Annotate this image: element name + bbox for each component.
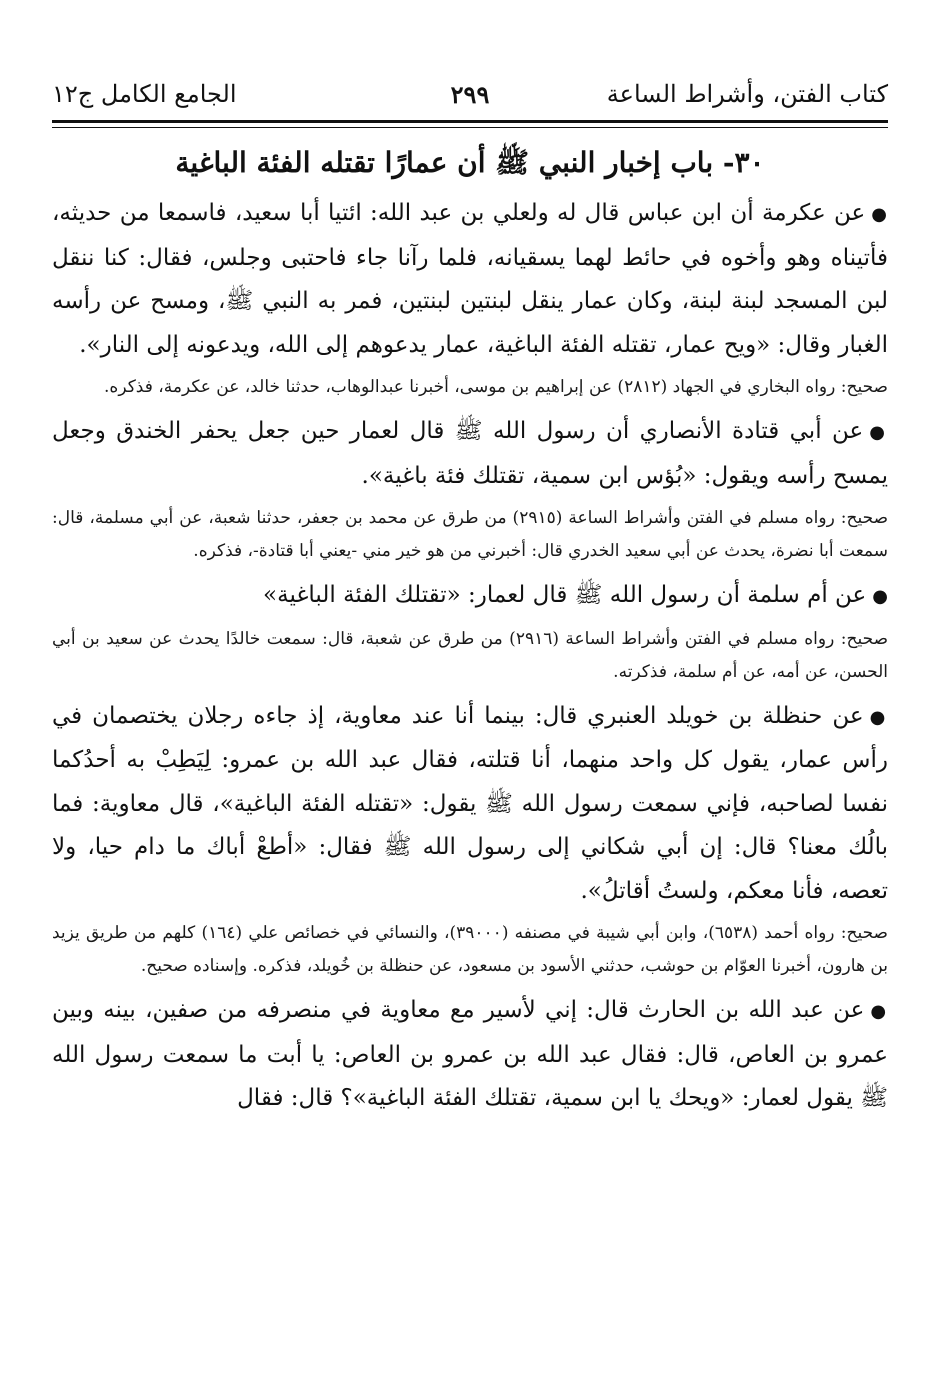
hadith-text-3 <box>52 574 888 619</box>
hadith-body: عن حنظلة بن خويلد العنبري قال: بينما أنا عند معاوية، إذ جاءه رجلان يختصمان في رأس عمار، يقول كل واحد منهما، أنا قتلته، فقال عبد الله بن عمرو: لِيَطِبْ به أحدُكما نفسا لصاحبه، فإني سمعت رسول الله ﷺ يقول: «تقتله الفئة الباغية»، قال معاوية: فما بالُك معنا؟ قال: إن أبي شكاني إلى رسول الله ﷺ فقال: «أطعْ أباك ما دام حيا، ولا تعصه، فأنا معكم، ولستُ أقاتلُ». <box>52 702 889 904</box>
takhrij-1: صحيح: رواه البخاري في الجهاد (٢٨١٢) عن إبراهيم بن موسى، أخبرنا عبدالوهاب، حدثنا خالد، عن عكرمة، فذكره. <box>104 377 888 397</box>
hadith-text-2 <box>52 410 888 498</box>
page-number: ٢٩٩ <box>450 80 490 109</box>
chapter-title: ٣٠- باب إخبار النبي ﷺ أن عمارًا تقتله الفئة الباغية <box>175 146 765 179</box>
bullet-icon: ● <box>869 422 888 443</box>
header-section-title: كتاب الفتن، وأشراط الساعة <box>606 80 888 108</box>
bullet-icon: ● <box>870 1001 888 1022</box>
hadith-body: عن عكرمة أن ابن عباس قال له ولعلي بن عبد الله: ائتيا أبا سعيد، فاسمعا من حديثه، فأتيناه وهو وأخوه في حائط لهما يسقيانه، فلما رآنا جاء فاحتبى وجلس، فقال: كنا ننقل لبن المسجد لبنة لبنة، وكان عمار ينقل لبنتين لبنتين، فمر به النبي ﷺ، ومسح عن رأسه الغبار وقال: «ويح عمار، تقتله الفئة الباغية، عمار يدعوهم إلى الله، ويدعونه إلى النار». <box>52 200 888 358</box>
header-rule-thin <box>52 127 888 128</box>
hadith-body: عن أبي قتادة الأنصاري أن رسول الله ﷺ قال لعمار حين جعل يحفر الخندق وجعل يمسح رأسه ويقول: «بُؤس ابن سمية، تقتلك فئة باغية». <box>52 418 888 489</box>
takhrij-4: صحيح: رواه أحمد (٦٥٣٨)، وابن أبي شيبة في مصنفه (٣٩٠٠٠)، والنسائي في خصائص علي (١٦٤) كلهم من طريق يزيد بن هارون، أخبرنا العوّام بن حوشب، حدثني الأسود بن مسعود، عن حنظلة بن خُويلد، فذكره. وإسناده صحيح. <box>52 923 888 976</box>
hadith-text-4 <box>52 695 888 914</box>
header-book-title: الجامع الكامل ج١٢ <box>52 80 237 108</box>
hadith-text-1 <box>52 192 888 367</box>
running-header <box>52 70 888 118</box>
hadith-text-5 <box>52 989 888 1121</box>
header-rule-thick <box>52 120 888 123</box>
bullet-icon: ● <box>872 586 888 607</box>
takhrij-2: صحيح: رواه مسلم في الفتن وأشراط الساعة (٢٩١٥) من طرق عن محمد بن جعفر، حدثنا شعبة، عن أبي مسلمة، قال: سمعت أبا نضرة، يحدث عن أبي سعيد الخدري قال: أخبرني من هو خير مني -يعني أبا قتادة-، فذكره. <box>52 508 888 561</box>
page-content <box>52 138 888 1121</box>
takhrij-3: صحيح: رواه مسلم في الفتن وأشراط الساعة (٢٩١٦) من طرق عن شعبة، قال: سمعت خالدًا يحدث عن سعيد بن أبي الحسن، عن أمه، عن أم سلمة، فذكرته. <box>52 628 888 682</box>
bullet-icon: ● <box>871 204 888 225</box>
hadith-body: عن عبد الله بن الحارث قال: إني لأسير مع معاوية في منصرفه من صفين، بينه وبين عمرو بن العاص، قال: فقال عبد الله بن عمرو بن العاص: يا أبت ما سمعت رسول الله ﷺ يقول لعمار: «ويحك يا ابن سمية، تقتلك الفئة الباغية»؟ قال: فقال <box>52 997 888 1111</box>
hadith-body: عن أم سلمة أن رسول الله ﷺ قال لعمار: «تقتلك الفئة الباغية» <box>263 582 867 608</box>
bullet-icon: ● <box>869 706 888 728</box>
